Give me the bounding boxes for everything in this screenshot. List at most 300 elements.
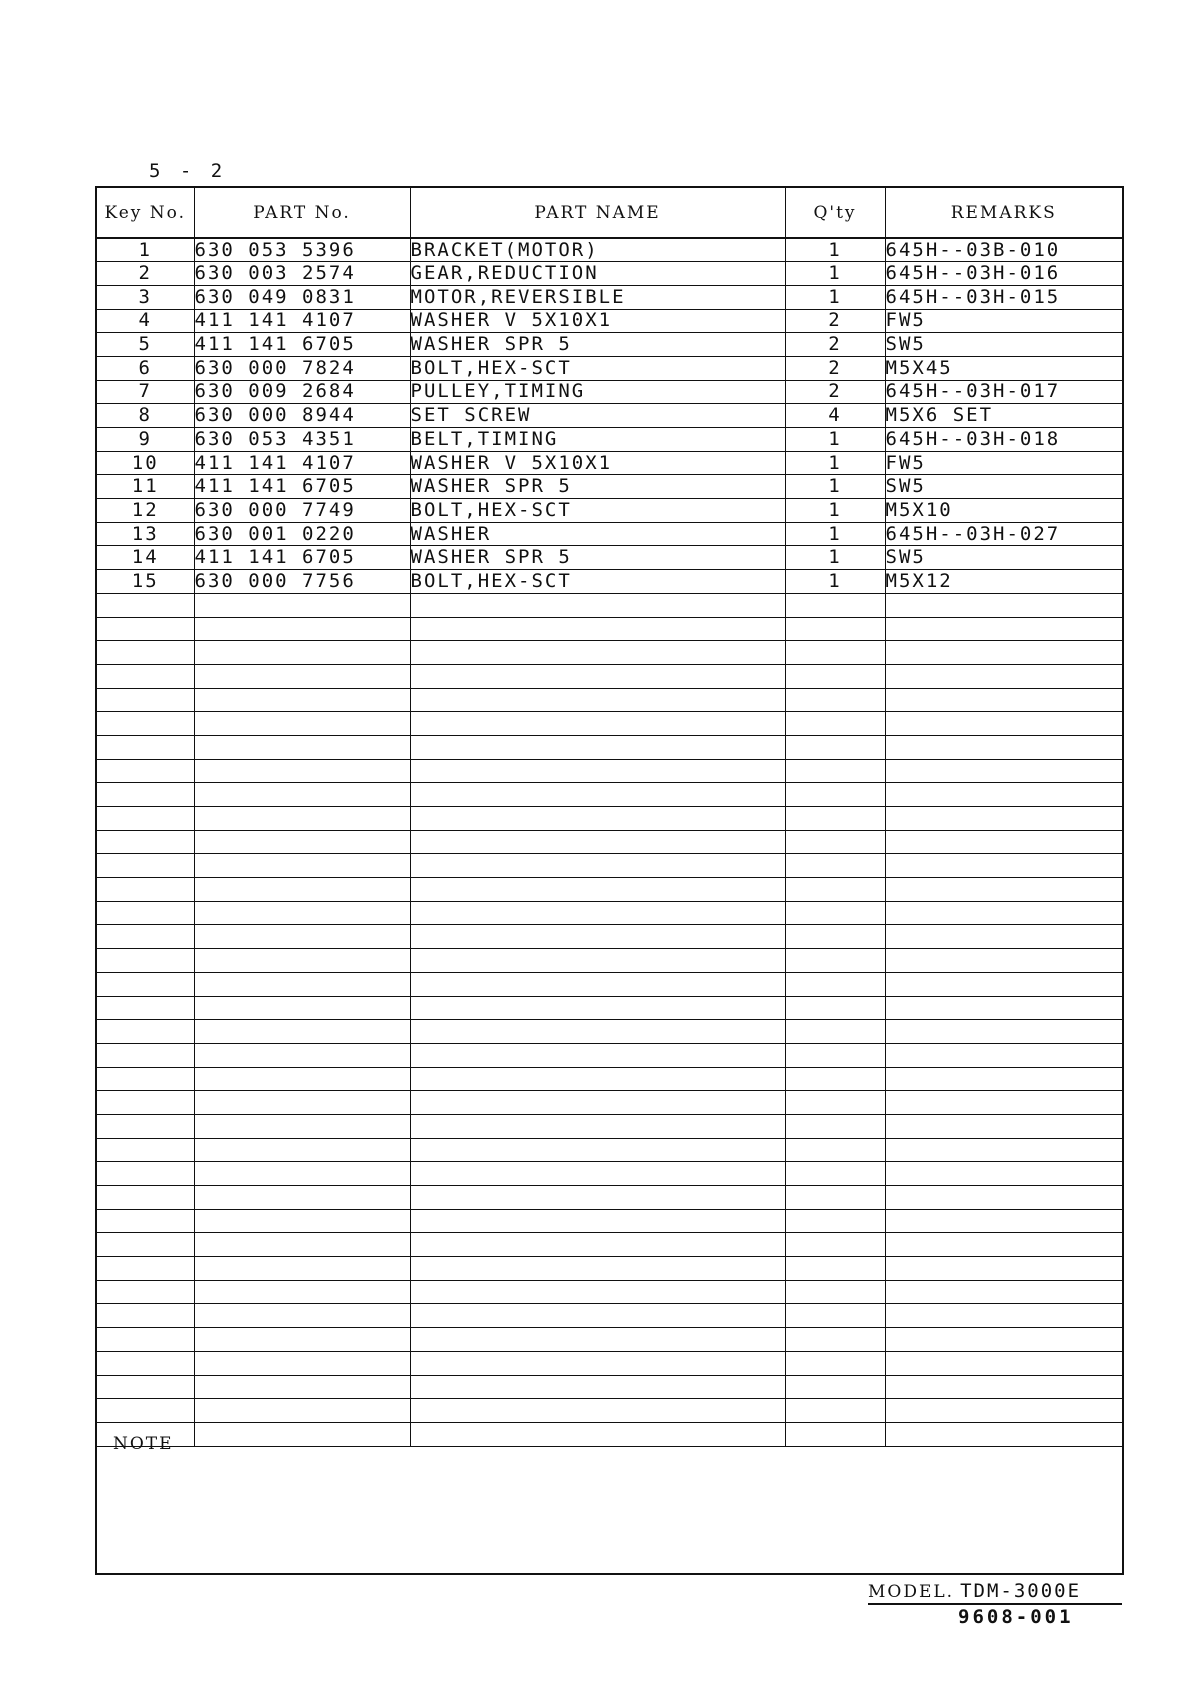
table-cell-qty xyxy=(785,1091,885,1115)
table-cell-part-no xyxy=(194,783,410,807)
table-cell-part-name xyxy=(410,996,785,1020)
table-cell-key-no: 2 xyxy=(97,262,194,286)
table-cell-remarks: 645H--03H-015 xyxy=(885,285,1122,309)
table-row xyxy=(97,546,1122,570)
table-cell-part-no: 630 053 5396 xyxy=(194,238,410,262)
table-cell-part-name xyxy=(410,664,785,688)
table-cell-remarks: 645H--03B-010 xyxy=(885,238,1122,262)
table-cell-part-no xyxy=(194,1422,410,1446)
table-cell-part-name: BOLT,HEX-SCT xyxy=(410,356,785,380)
table-cell-part-no xyxy=(194,735,410,759)
table-cell-key-no xyxy=(97,1399,194,1423)
empty-table-row xyxy=(97,1304,1122,1328)
table-cell-part-no xyxy=(194,1020,410,1044)
empty-table-row xyxy=(97,593,1122,617)
table-cell-part-no xyxy=(194,830,410,854)
table-cell-part-no xyxy=(194,1399,410,1423)
table-cell-part-no xyxy=(194,664,410,688)
table-cell-qty: 1 xyxy=(785,499,885,523)
table-cell-qty xyxy=(785,1304,885,1328)
table-cell-part-no xyxy=(194,1328,410,1352)
table-cell-qty xyxy=(785,1233,885,1257)
table-cell-qty xyxy=(785,1328,885,1352)
empty-table-row xyxy=(97,901,1122,925)
table-cell-remarks: FW5 xyxy=(885,309,1122,333)
table-cell-qty: 1 xyxy=(785,285,885,309)
table-cell-key-no: 15 xyxy=(97,570,194,594)
table-cell-remarks xyxy=(885,878,1122,902)
model-value: TDM-3000E xyxy=(960,1580,1082,1602)
table-cell-qty xyxy=(785,783,885,807)
table-row xyxy=(97,356,1122,380)
empty-table-row xyxy=(97,996,1122,1020)
table-cell-part-name xyxy=(410,1422,785,1446)
table-cell-remarks xyxy=(885,949,1122,973)
table-cell-part-no: 630 000 8944 xyxy=(194,404,410,428)
table-cell-key-no xyxy=(97,1114,194,1138)
table-cell-part-name xyxy=(410,807,785,831)
table-cell-part-no: 630 000 7749 xyxy=(194,499,410,523)
table-cell-part-name xyxy=(410,617,785,641)
table-cell-qty xyxy=(785,688,885,712)
table-cell-part-name xyxy=(410,735,785,759)
table-cell-key-no xyxy=(97,1186,194,1210)
table-cell-qty xyxy=(785,1138,885,1162)
table-cell-part-no xyxy=(194,1375,410,1399)
table-cell-part-name: WASHER xyxy=(410,522,785,546)
table-cell-key-no xyxy=(97,1233,194,1257)
table-cell-part-name xyxy=(410,1114,785,1138)
table-cell-key-no xyxy=(97,807,194,831)
table-cell-part-no xyxy=(194,878,410,902)
table-cell-part-name: PULLEY,TIMING xyxy=(410,380,785,404)
table-cell-key-no xyxy=(97,1375,194,1399)
table-cell-qty xyxy=(785,1422,885,1446)
table-cell-remarks xyxy=(885,1399,1122,1423)
table-cell-part-no xyxy=(194,901,410,925)
table-cell-part-no: 630 053 4351 xyxy=(194,428,410,452)
table-cell-remarks xyxy=(885,1233,1122,1257)
table-cell-part-name xyxy=(410,1257,785,1281)
empty-table-row xyxy=(97,1399,1122,1423)
table-cell-part-no: 411 141 6705 xyxy=(194,333,410,357)
table-cell-part-name xyxy=(410,949,785,973)
section-number: 5 - 2 xyxy=(149,160,227,182)
table-cell-key-no xyxy=(97,878,194,902)
table-cell-remarks: 645H--03H-017 xyxy=(885,380,1122,404)
table-cell-part-name xyxy=(410,1209,785,1233)
table-cell-remarks: SW5 xyxy=(885,333,1122,357)
table-cell-key-no xyxy=(97,712,194,736)
table-row xyxy=(97,475,1122,499)
table-cell-key-no xyxy=(97,617,194,641)
table-cell-remarks: FW5 xyxy=(885,451,1122,475)
table-cell-part-name xyxy=(410,1399,785,1423)
table-cell-key-no: 9 xyxy=(97,428,194,452)
table-cell-part-name: WASHER V 5X10X1 xyxy=(410,451,785,475)
table-cell-key-no: 12 xyxy=(97,499,194,523)
table-cell-key-no xyxy=(97,1209,194,1233)
empty-table-row xyxy=(97,1422,1122,1446)
table-cell-qty xyxy=(785,641,885,665)
table-row xyxy=(97,262,1122,286)
table-cell-part-no xyxy=(194,949,410,973)
table-cell-qty: 2 xyxy=(785,309,885,333)
table-cell-qty xyxy=(785,759,885,783)
table-cell-part-name: GEAR,REDUCTION xyxy=(410,262,785,286)
table-cell-remarks xyxy=(885,712,1122,736)
table-cell-key-no: 1 xyxy=(97,238,194,262)
table-cell-key-no xyxy=(97,996,194,1020)
table-cell-remarks: SW5 xyxy=(885,475,1122,499)
table-cell-part-no: 630 001 0220 xyxy=(194,522,410,546)
table-cell-remarks xyxy=(885,1351,1122,1375)
empty-table-row xyxy=(97,807,1122,831)
table-cell-part-name xyxy=(410,1328,785,1352)
empty-table-row xyxy=(97,925,1122,949)
header-key-no: Key No. xyxy=(97,188,194,238)
table-cell-remarks xyxy=(885,1328,1122,1352)
table-cell-part-no xyxy=(194,1091,410,1115)
table-cell-remarks xyxy=(885,901,1122,925)
table-cell-key-no xyxy=(97,664,194,688)
table-cell-part-name xyxy=(410,688,785,712)
table-row xyxy=(97,499,1122,523)
empty-table-row xyxy=(97,1280,1122,1304)
empty-table-row xyxy=(97,1138,1122,1162)
empty-table-row xyxy=(97,1257,1122,1281)
table-cell-qty: 1 xyxy=(785,546,885,570)
table-cell-key-no xyxy=(97,593,194,617)
table-cell-remarks xyxy=(885,1067,1122,1091)
table-cell-part-no xyxy=(194,688,410,712)
table-cell-remarks: 645H--03H-027 xyxy=(885,522,1122,546)
table-cell-qty: 1 xyxy=(785,475,885,499)
table-cell-part-name xyxy=(410,1162,785,1186)
table-cell-remarks: M5X12 xyxy=(885,570,1122,594)
table-cell-qty xyxy=(785,712,885,736)
table-cell-remarks: 645H--03H-018 xyxy=(885,428,1122,452)
table-cell-qty xyxy=(785,1067,885,1091)
table-cell-part-name xyxy=(410,783,785,807)
table-cell-part-no xyxy=(194,1304,410,1328)
table-cell-part-name: SET SCREW xyxy=(410,404,785,428)
empty-table-row xyxy=(97,972,1122,996)
table-cell-part-name xyxy=(410,1091,785,1115)
table-cell-remarks xyxy=(885,783,1122,807)
table-cell-remarks xyxy=(885,972,1122,996)
empty-table-row xyxy=(97,1067,1122,1091)
table-cell-key-no: 11 xyxy=(97,475,194,499)
table-cell-qty xyxy=(785,996,885,1020)
table-cell-part-name xyxy=(410,759,785,783)
table-cell-qty xyxy=(785,1280,885,1304)
table-cell-qty: 1 xyxy=(785,238,885,262)
parts-list-sheet xyxy=(95,186,1124,1575)
header-qty: Q'ty xyxy=(785,188,885,238)
table-cell-key-no xyxy=(97,1351,194,1375)
empty-table-row xyxy=(97,783,1122,807)
table-cell-qty xyxy=(785,1043,885,1067)
table-cell-part-no xyxy=(194,712,410,736)
table-cell-part-name xyxy=(410,1138,785,1162)
table-cell-key-no xyxy=(97,1067,194,1091)
table-cell-part-no xyxy=(194,1138,410,1162)
table-cell-part-name: BOLT,HEX-SCT xyxy=(410,570,785,594)
table-cell-key-no xyxy=(97,972,194,996)
empty-table-row xyxy=(97,1351,1122,1375)
table-cell-part-name xyxy=(410,1280,785,1304)
header-part-no: PART No. xyxy=(194,188,410,238)
table-cell-part-no xyxy=(194,1257,410,1281)
table-cell-remarks xyxy=(885,996,1122,1020)
table-cell-qty: 1 xyxy=(785,522,885,546)
table-cell-part-no xyxy=(194,1114,410,1138)
empty-table-row xyxy=(97,1375,1122,1399)
table-cell-remarks xyxy=(885,1375,1122,1399)
table-cell-remarks xyxy=(885,1280,1122,1304)
table-cell-qty xyxy=(785,949,885,973)
table-cell-qty xyxy=(785,925,885,949)
table-cell-qty xyxy=(785,1351,885,1375)
table-cell-qty: 4 xyxy=(785,404,885,428)
table-cell-remarks xyxy=(885,1422,1122,1446)
empty-table-row xyxy=(97,1186,1122,1210)
table-cell-remarks xyxy=(885,735,1122,759)
table-cell-remarks xyxy=(885,807,1122,831)
table-cell-qty xyxy=(785,664,885,688)
table-cell-part-name: WASHER SPR 5 xyxy=(410,546,785,570)
table-cell-remarks: M5X6 SET xyxy=(885,404,1122,428)
table-cell-part-name xyxy=(410,641,785,665)
table-cell-qty xyxy=(785,1399,885,1423)
table-cell-part-no: 630 000 7824 xyxy=(194,356,410,380)
table-cell-key-no: 5 xyxy=(97,333,194,357)
table-cell-part-name xyxy=(410,593,785,617)
table-cell-qty xyxy=(785,1375,885,1399)
table-cell-part-no xyxy=(194,807,410,831)
table-cell-qty xyxy=(785,807,885,831)
table-row xyxy=(97,238,1122,262)
table-cell-remarks xyxy=(885,759,1122,783)
empty-table-row xyxy=(97,1091,1122,1115)
table-cell-key-no: 13 xyxy=(97,522,194,546)
table-cell-part-name xyxy=(410,1020,785,1044)
table-cell-key-no xyxy=(97,854,194,878)
table-cell-key-no xyxy=(97,1043,194,1067)
table-cell-remarks xyxy=(885,593,1122,617)
table-cell-key-no xyxy=(97,688,194,712)
table-cell-qty xyxy=(785,735,885,759)
empty-table-row xyxy=(97,1209,1122,1233)
table-cell-part-no xyxy=(194,759,410,783)
table-cell-part-no xyxy=(194,1043,410,1067)
empty-table-row xyxy=(97,664,1122,688)
table-cell-part-name: BOLT,HEX-SCT xyxy=(410,499,785,523)
table-cell-key-no: 8 xyxy=(97,404,194,428)
table-cell-key-no: 7 xyxy=(97,380,194,404)
table-cell-key-no xyxy=(97,1020,194,1044)
table-cell-part-no: 411 141 4107 xyxy=(194,309,410,333)
table-cell-remarks: 645H--03H-016 xyxy=(885,262,1122,286)
table-cell-remarks xyxy=(885,925,1122,949)
table-cell-remarks xyxy=(885,688,1122,712)
empty-table-row xyxy=(97,1328,1122,1352)
table-cell-key-no xyxy=(97,1280,194,1304)
table-cell-part-no xyxy=(194,854,410,878)
table-cell-key-no: 10 xyxy=(97,451,194,475)
table-cell-part-name: BELT,TIMING xyxy=(410,428,785,452)
table-cell-remarks xyxy=(885,1091,1122,1115)
document-code: 9608-001 xyxy=(958,1606,1074,1628)
note-label: NOTE xyxy=(113,1434,174,1454)
table-cell-part-no xyxy=(194,617,410,641)
empty-table-row xyxy=(97,759,1122,783)
table-cell-qty xyxy=(785,1020,885,1044)
table-cell-part-name xyxy=(410,1233,785,1257)
table-cell-part-no xyxy=(194,1209,410,1233)
table-cell-qty xyxy=(785,1162,885,1186)
empty-table-row xyxy=(97,1043,1122,1067)
table-row xyxy=(97,285,1122,309)
table-cell-part-name xyxy=(410,1304,785,1328)
table-cell-qty: 2 xyxy=(785,380,885,404)
table-row xyxy=(97,451,1122,475)
table-cell-part-no xyxy=(194,593,410,617)
table-header-row xyxy=(97,188,1122,238)
table-cell-key-no xyxy=(97,1162,194,1186)
table-cell-part-name xyxy=(410,901,785,925)
empty-table-row xyxy=(97,830,1122,854)
table-row xyxy=(97,522,1122,546)
table-cell-remarks xyxy=(885,1186,1122,1210)
empty-table-row xyxy=(97,641,1122,665)
table-cell-remarks: SW5 xyxy=(885,546,1122,570)
table-cell-part-no xyxy=(194,1067,410,1091)
table-cell-part-name xyxy=(410,1186,785,1210)
table-cell-part-name xyxy=(410,712,785,736)
table-cell-part-name: WASHER SPR 5 xyxy=(410,475,785,499)
table-cell-key-no: 4 xyxy=(97,309,194,333)
table-cell-part-no xyxy=(194,925,410,949)
table-cell-qty: 1 xyxy=(785,262,885,286)
table-cell-part-no: 630 000 7756 xyxy=(194,570,410,594)
table-cell-part-name xyxy=(410,1043,785,1067)
table-cell-key-no xyxy=(97,783,194,807)
table-cell-part-no: 411 141 6705 xyxy=(194,546,410,570)
table-cell-qty xyxy=(785,830,885,854)
table-cell-qty xyxy=(785,1114,885,1138)
table-cell-key-no: 6 xyxy=(97,356,194,380)
empty-table-row xyxy=(97,1114,1122,1138)
table-row xyxy=(97,428,1122,452)
table-cell-remarks xyxy=(885,1257,1122,1281)
empty-table-row xyxy=(97,878,1122,902)
table-cell-remarks xyxy=(885,1114,1122,1138)
table-cell-part-no: 630 049 0831 xyxy=(194,285,410,309)
table-row xyxy=(97,404,1122,428)
table-cell-key-no: 14 xyxy=(97,546,194,570)
table-cell-qty: 1 xyxy=(785,570,885,594)
table-cell-part-name: BRACKET(MOTOR) xyxy=(410,238,785,262)
empty-table-row xyxy=(97,735,1122,759)
table-cell-remarks xyxy=(885,1162,1122,1186)
table-cell-qty xyxy=(785,1186,885,1210)
table-cell-key-no xyxy=(97,759,194,783)
table-row xyxy=(97,570,1122,594)
table-cell-remarks xyxy=(885,830,1122,854)
table-cell-remarks xyxy=(885,1209,1122,1233)
table-cell-part-name xyxy=(410,925,785,949)
table-cell-qty: 2 xyxy=(785,333,885,357)
table-cell-qty: 2 xyxy=(785,356,885,380)
empty-table-row xyxy=(97,854,1122,878)
table-cell-qty xyxy=(785,878,885,902)
table-row xyxy=(97,380,1122,404)
model-line xyxy=(868,1580,1122,1605)
table-cell-key-no xyxy=(97,830,194,854)
empty-table-row xyxy=(97,949,1122,973)
table-cell-part-name: WASHER V 5X10X1 xyxy=(410,309,785,333)
table-cell-part-no xyxy=(194,1280,410,1304)
table-cell-remarks xyxy=(885,854,1122,878)
table-cell-remarks xyxy=(885,617,1122,641)
empty-table-row xyxy=(97,1020,1122,1044)
table-cell-remarks xyxy=(885,641,1122,665)
table-cell-part-name xyxy=(410,972,785,996)
table-cell-part-name xyxy=(410,854,785,878)
table-cell-part-no xyxy=(194,1186,410,1210)
table-cell-key-no xyxy=(97,641,194,665)
table-cell-key-no xyxy=(97,1304,194,1328)
table-cell-part-no: 411 141 6705 xyxy=(194,475,410,499)
table-cell-remarks xyxy=(885,1043,1122,1067)
table-row xyxy=(97,309,1122,333)
table-cell-qty xyxy=(785,593,885,617)
table-cell-remarks xyxy=(885,1304,1122,1328)
table-cell-qty: 1 xyxy=(785,428,885,452)
table-cell-part-no xyxy=(194,641,410,665)
table-row xyxy=(97,333,1122,357)
table-cell-key-no xyxy=(97,1138,194,1162)
table-cell-remarks: M5X45 xyxy=(885,356,1122,380)
empty-table-row xyxy=(97,1162,1122,1186)
table-cell-qty xyxy=(785,617,885,641)
parts-table xyxy=(97,188,1122,1447)
table-cell-qty xyxy=(785,1257,885,1281)
table-cell-key-no xyxy=(97,735,194,759)
table-cell-part-name: MOTOR,REVERSIBLE xyxy=(410,285,785,309)
table-cell-part-no xyxy=(194,1233,410,1257)
header-part-name: PART NAME xyxy=(410,188,785,238)
table-cell-key-no xyxy=(97,1257,194,1281)
table-cell-part-no: 630 009 2684 xyxy=(194,380,410,404)
table-cell-key-no xyxy=(97,925,194,949)
table-cell-part-no: 411 141 4107 xyxy=(194,451,410,475)
table-cell-remarks: M5X10 xyxy=(885,499,1122,523)
table-cell-qty xyxy=(785,972,885,996)
table-cell-key-no: 3 xyxy=(97,285,194,309)
table-cell-part-no xyxy=(194,1162,410,1186)
table-cell-part-name xyxy=(410,830,785,854)
table-cell-part-no xyxy=(194,972,410,996)
empty-table-row xyxy=(97,712,1122,736)
empty-table-row xyxy=(97,1233,1122,1257)
table-cell-part-no: 630 003 2574 xyxy=(194,262,410,286)
table-cell-part-name: WASHER SPR 5 xyxy=(410,333,785,357)
table-cell-qty xyxy=(785,901,885,925)
table-cell-key-no xyxy=(97,1328,194,1352)
